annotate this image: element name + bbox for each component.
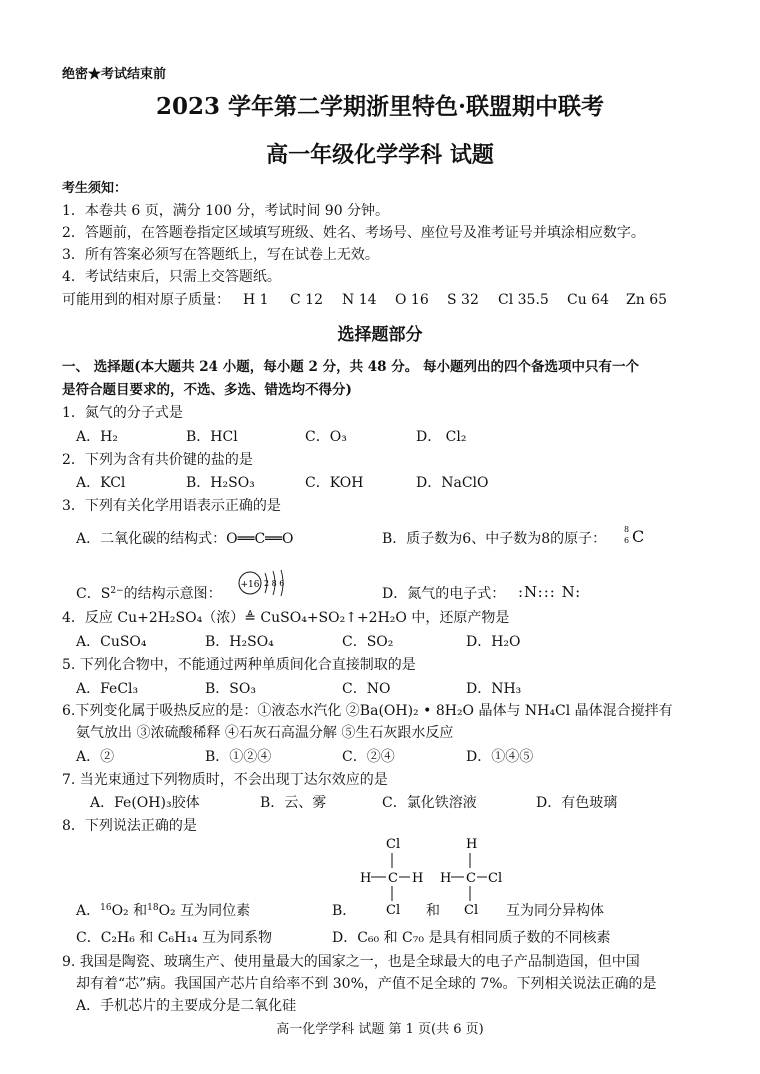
nuclide-mass-number: 8 <box>624 525 630 534</box>
option-a-text: O₂ 和 <box>111 903 148 919</box>
atom-cl: Cl <box>488 871 503 886</box>
atomic-mass: O 16 <box>395 292 429 308</box>
exam-subtitle: 高一年级化学学科 试题 <box>266 142 494 168</box>
option-d: D．C₆₀ 和 C₇₀ 是具有相同质子数的不同核素 <box>332 930 611 946</box>
notice-item: 1．本卷共 6 页，满分 100 分，考试时间 90 分钟。 <box>62 203 390 219</box>
atom-h: H <box>360 871 372 886</box>
mass-number: 16 <box>100 903 112 913</box>
option-d: D．H₂O <box>466 634 521 650</box>
question-stem: 2．下列为含有共价键的盐的是 <box>62 452 253 468</box>
option-a: A．CuSO₄ <box>76 634 147 650</box>
page-footer: 高一化学学科 试题 第 1 页(共 6 页) <box>276 1022 484 1037</box>
option-a: A．② <box>76 749 115 765</box>
option-c: C．氯化铁溶液 <box>382 795 477 811</box>
option-b: B．H₂SO₄ <box>205 634 274 650</box>
option-b: B．质子数为6、中子数为8的原子： <box>382 531 607 547</box>
ion-charge: 2− <box>110 586 124 596</box>
question-stem: 却有着“芯”病。我国国产芯片自给率不到 30%，产值不足全球的 7%。下列相关说法正确的是 <box>76 976 657 992</box>
option-c: C．O₃ <box>305 429 347 445</box>
option-b: B． <box>332 903 357 919</box>
option-d: D．NaClO <box>416 475 489 491</box>
notice-item: 3．所有答案必须写在答题纸上，写在试卷上无效。 <box>62 247 379 263</box>
question-stem: 氨气放出 ③浓硫酸稀释 ④石灰石高温分解 ⑤生石灰跟水反应 <box>76 725 454 741</box>
exam-title: 2023 学年第二学期浙里特色·联盟期中联考 <box>155 93 605 120</box>
atom-h: H <box>412 871 424 886</box>
notice-heading: 考生须知： <box>62 181 128 196</box>
question-stem: 6.下列变化属于吸热反应的是：①液态水汽化 ②Ba(OH)₂ • 8H₂O 晶体与 NH₄Cl 晶体混合搅拌有 <box>62 703 673 719</box>
section-intro: 一、 选择题(本大题共 24 小题，每小题 2 分，共 48 分。 每小题列出的四个备选项中只有一个 <box>62 359 639 375</box>
atom-h: H <box>440 871 452 886</box>
structure-2 <box>440 837 502 918</box>
option-a-text: O₂ 互为同位素 <box>158 903 251 919</box>
option-a: A．FeCl₃ <box>76 681 139 697</box>
atomic-masses-label: 可能用到的相对原子质量： <box>62 292 230 308</box>
atomic-structure-diagram <box>236 567 296 601</box>
nuclide-symbol: C <box>632 527 645 546</box>
question-stem: 8．下列说法正确的是 <box>62 818 197 834</box>
notice-item: 2．答题前，在答题卷指定区域填写班级、姓名、考场号、座位号及准考证号并填涂相应数字。 <box>62 225 645 241</box>
option-c-text: 的结构示意图： <box>123 586 222 602</box>
atom-c: C <box>388 871 398 886</box>
question-stem: 3．下列有关化学用语表示正确的是 <box>62 498 281 514</box>
nucleus-charge: +16 <box>240 580 260 590</box>
option-a: A．KCl <box>76 475 126 491</box>
option-b-text: 互为同分异构体 <box>506 903 604 919</box>
option-c: C．NO <box>342 681 391 697</box>
atomic-mass: Cu 64 <box>567 292 609 308</box>
atom-cl: Cl <box>464 903 479 918</box>
question-stem: 9. 我国是陶瓷、玻璃生产、使用量最大的国家之一，也是全球最大的电子产品制造国，但中国 <box>62 954 640 970</box>
atomic-mass: N 14 <box>342 292 377 308</box>
option-d: D．氮气的电子式： <box>382 586 506 602</box>
option-b: B．①②④ <box>205 749 272 765</box>
secret-label: 绝密★考试结束前 <box>62 67 167 82</box>
option-c: C．C₂H₆ 和 C₆H₁₄ 互为同系物 <box>76 930 272 946</box>
conjunction-and: 和 <box>426 903 440 919</box>
mass-number: 18 <box>147 903 159 913</box>
sulfide-ion: S <box>100 586 111 602</box>
option-c: C．②④ <box>342 749 395 765</box>
question-stem: 4．反应 Cu+2H₂SO₄（浓）≜ CuSO₄+SO₂↑+2H₂O 中，还原产物是 <box>62 610 510 626</box>
option-b: B．云、雾 <box>260 795 327 811</box>
option-d: D．①④⑤ <box>466 749 534 765</box>
atomic-mass: H 1 <box>243 292 269 308</box>
option-c: C．KOH <box>305 475 364 491</box>
section-title: 选择题部分 <box>337 325 423 345</box>
option-b: B．HCl <box>186 429 238 445</box>
option-a: A．手机芯片的主要成分是二氧化硅 <box>76 998 297 1014</box>
notice-item: 4．考试结束后，只需上交答题纸。 <box>62 269 281 285</box>
section-intro: 是符合题目要求的，不选、多选、错选均不得分) <box>62 382 352 398</box>
atomic-mass: S 32 <box>447 292 479 308</box>
option-a: A．H₂ <box>76 429 118 445</box>
option-b: B．H₂SO₃ <box>186 475 255 491</box>
option-a: A．二氧化碳的结构式：O══C══O <box>76 531 294 547</box>
nuclide-atomic-number: 6 <box>624 536 630 545</box>
question-stem: 5. 下列化合物中，不能通过两种单质间化合直接制取的是 <box>62 657 416 673</box>
option-d: D． Cl₂ <box>416 429 467 445</box>
question-stem: 1．氮气的分子式是 <box>62 405 183 421</box>
atomic-mass: C 12 <box>290 292 323 308</box>
option-b: B．SO₃ <box>205 681 256 697</box>
structure-1 <box>360 837 423 918</box>
electron-shells: 2 8 6 <box>264 579 285 588</box>
atom-cl: Cl <box>386 837 401 852</box>
atom-h: H <box>466 837 478 852</box>
atom-cl: Cl <box>386 903 401 918</box>
option-c-letter: C． <box>76 586 101 602</box>
atomic-mass: Cl 35.5 <box>498 292 549 308</box>
option-c: C．SO₂ <box>342 634 394 650</box>
atom-c: C <box>466 871 476 886</box>
option-a: A．Fe(OH)₃胶体 <box>90 795 200 811</box>
option-c <box>76 585 222 603</box>
option-d: D．NH₃ <box>466 681 522 697</box>
question-stem: 7. 当光束通过下列物质时，不会出现丁达尔效应的是 <box>62 772 388 788</box>
electron-formula: :N::: N: <box>518 583 582 601</box>
option-a-letter: A． <box>76 903 101 919</box>
option-a <box>76 902 250 920</box>
option-d: D．有色玻璃 <box>536 795 618 811</box>
atomic-mass: Zn 65 <box>626 292 668 308</box>
